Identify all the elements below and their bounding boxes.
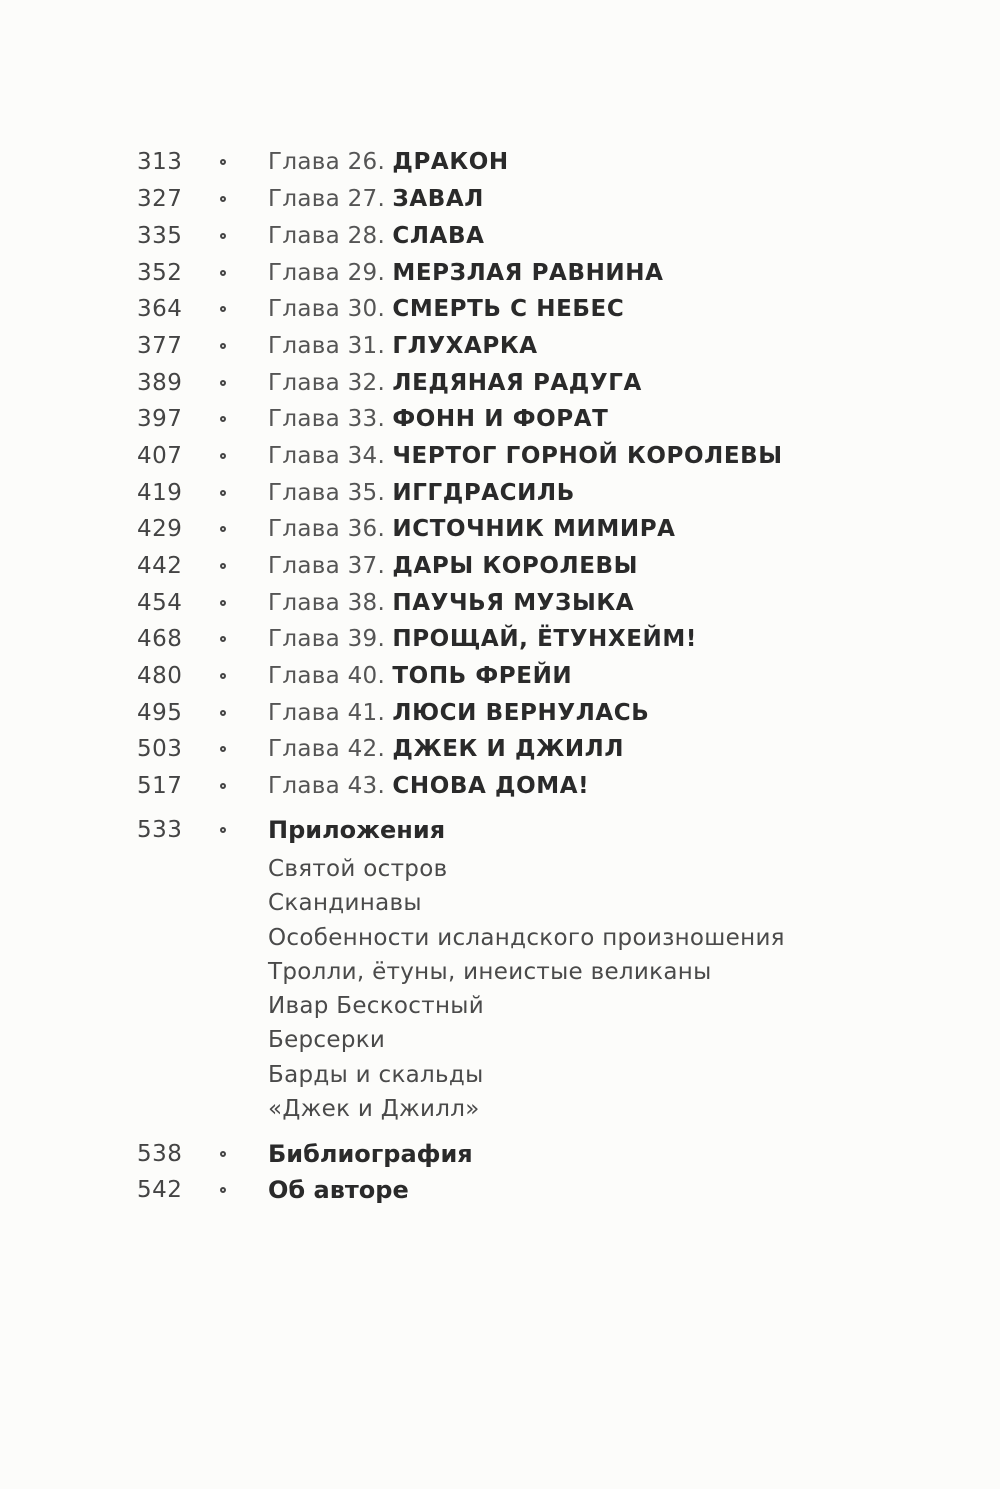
appendix-item[interactable]: Барды и скальды	[268, 1062, 484, 1088]
entry-text	[268, 365, 642, 401]
chapter-title: ИСТОЧНИК МИМИРА	[392, 516, 676, 542]
bullet-icon	[220, 343, 226, 349]
chapter-title: ЛЕДЯНАЯ РАДУГА	[392, 370, 642, 396]
entry-text	[268, 144, 509, 180]
chapter-title: СМЕРТЬ С НЕБЕС	[392, 296, 625, 322]
toc-entry-about-author[interactable]	[0, 1172, 1000, 1208]
chapter-prefix: Глава 38.	[268, 590, 386, 616]
page-number: 352	[137, 260, 183, 286]
chapter-title: ДЖЕК И ДЖИЛЛ	[392, 736, 625, 762]
page-number: 442	[137, 553, 183, 579]
bullet-icon	[220, 526, 226, 532]
page-number: 364	[137, 296, 183, 322]
chapter-title: ДАРЫ КОРОЛЕВЫ	[392, 553, 639, 579]
chapter-prefix: Глава 36.	[268, 516, 386, 542]
bullet-icon	[220, 710, 226, 716]
toc-entry-chapter-36[interactable]	[0, 511, 1000, 547]
toc-entry-chapter-42[interactable]	[0, 731, 1000, 767]
bullet-icon	[220, 783, 226, 789]
page-number: 335	[137, 223, 183, 249]
page-number: 327	[137, 186, 183, 212]
appendix-item[interactable]: Ивар Бескостный	[268, 993, 484, 1019]
page-number: 538	[137, 1141, 183, 1167]
bullet-icon	[220, 490, 226, 496]
entry-text	[268, 218, 485, 254]
page-number: 517	[137, 773, 183, 799]
toc-entry-chapter-37[interactable]	[0, 548, 1000, 584]
chapter-title: ДРАКОН	[392, 149, 509, 175]
toc-entry-chapter-31[interactable]	[0, 328, 1000, 364]
chapter-prefix: Глава 42.	[268, 736, 386, 762]
entry-text	[268, 695, 649, 731]
entry-text	[268, 475, 575, 511]
page-number: 503	[137, 736, 183, 762]
chapter-prefix: Глава 33.	[268, 406, 386, 432]
chapter-title: ПАУЧЬЯ МУЗЫКА	[392, 590, 635, 616]
entry-text	[268, 438, 783, 474]
entry-text	[268, 291, 624, 327]
page-number: 429	[137, 516, 183, 542]
page-number: 313	[137, 149, 183, 175]
entry-text	[268, 511, 676, 547]
chapter-prefix: Глава 31.	[268, 333, 386, 359]
page-number: 389	[137, 370, 183, 396]
chapter-prefix: Глава 32.	[268, 370, 386, 396]
chapter-title: ИГГДРАСИЛЬ	[392, 480, 575, 506]
page-number: 397	[137, 406, 183, 432]
page-number: 419	[137, 480, 183, 506]
chapter-prefix: Глава 34.	[268, 443, 386, 469]
chapter-prefix: Глава 30.	[268, 296, 386, 322]
toc-entry-bibliography[interactable]	[0, 1136, 1000, 1172]
bullet-icon	[220, 1187, 226, 1193]
entry-text	[268, 401, 608, 437]
bullet-icon	[220, 380, 226, 386]
bullet-icon	[220, 233, 226, 239]
bullet-icon	[220, 636, 226, 642]
chapter-title: ЧЕРТОГ ГОРНОЙ КОРОЛЕВЫ	[392, 443, 783, 469]
bullet-icon	[220, 600, 226, 606]
chapter-prefix: Глава 39.	[268, 626, 386, 652]
page-number: 468	[137, 626, 183, 652]
bullet-icon	[220, 673, 226, 679]
toc-entry-chapter-30[interactable]	[0, 291, 1000, 327]
bullet-icon	[220, 196, 226, 202]
entry-text	[268, 585, 634, 621]
toc-entry-chapter-28[interactable]	[0, 218, 1000, 254]
chapter-title: МЕРЗЛАЯ РАВНИНА	[392, 260, 664, 286]
entry-text	[268, 731, 624, 767]
chapter-title: ГЛУХАРКА	[392, 333, 538, 359]
page-number: 480	[137, 663, 183, 689]
chapter-title: СЛАВА	[392, 223, 485, 249]
page-number: 533	[137, 817, 183, 843]
bullet-icon	[220, 563, 226, 569]
page-number: 377	[137, 333, 183, 359]
appendix-item[interactable]: «Джек и Джилл»	[268, 1096, 480, 1122]
entry-text	[268, 621, 697, 657]
page-number: 495	[137, 700, 183, 726]
appendix-item[interactable]: Особенности исландского произношения	[268, 925, 785, 951]
chapter-prefix: Глава 41.	[268, 700, 386, 726]
page-number: 454	[137, 590, 183, 616]
chapter-title: ФОНН И ФОРАТ	[392, 406, 609, 432]
appendices-title: Приложения	[268, 816, 446, 844]
chapter-title: ЛЮСИ ВЕРНУЛАСЬ	[392, 700, 650, 726]
bullet-icon	[220, 453, 226, 459]
chapter-prefix: Глава 37.	[268, 553, 386, 579]
bullet-icon	[220, 1151, 226, 1157]
chapter-title: ТОПЬ ФРЕЙИ	[392, 663, 573, 689]
entry-text	[268, 328, 538, 364]
toc-entry-chapter-27[interactable]	[0, 181, 1000, 217]
chapter-prefix: Глава 28.	[268, 223, 386, 249]
bullet-icon	[220, 159, 226, 165]
entry-text	[268, 548, 638, 584]
toc-entry-chapter-41[interactable]	[0, 695, 1000, 731]
entry-text	[268, 255, 664, 291]
appendix-item[interactable]: Скандинавы	[268, 890, 422, 916]
bullet-icon	[220, 306, 226, 312]
toc-entry-chapter-34[interactable]	[0, 438, 1000, 474]
chapter-title: ПРОЩАЙ, ЁТУНХЕЙМ!	[392, 626, 697, 652]
bullet-icon	[220, 270, 226, 276]
toc-entry-chapter-43[interactable]	[0, 768, 1000, 804]
chapter-prefix: Глава 40.	[268, 663, 386, 689]
toc-entry-chapter-35[interactable]	[0, 475, 1000, 511]
bibliography-title: Библиография	[268, 1140, 473, 1168]
toc-entry-chapter-38[interactable]	[0, 585, 1000, 621]
chapter-prefix: Глава 35.	[268, 480, 386, 506]
chapter-title: ЗАВАЛ	[392, 186, 484, 212]
toc-entry-chapter-32[interactable]	[0, 365, 1000, 401]
bullet-icon	[220, 746, 226, 752]
bullet-icon	[220, 416, 226, 422]
toc-entry-chapter-39[interactable]	[0, 621, 1000, 657]
chapter-prefix: Глава 43.	[268, 773, 386, 799]
toc-entry-chapter-40[interactable]	[0, 658, 1000, 694]
toc-entry-appendices[interactable]	[0, 812, 1000, 848]
appendix-item[interactable]: Святой остров	[268, 856, 448, 882]
chapter-title: СНОВА ДОМА!	[392, 773, 590, 799]
chapter-prefix: Глава 26.	[268, 149, 386, 175]
appendix-item[interactable]: Берсерки	[268, 1027, 386, 1053]
bullet-icon	[220, 827, 226, 833]
page-number: 407	[137, 443, 183, 469]
toc-entry-chapter-26[interactable]	[0, 144, 1000, 180]
entry-text	[268, 768, 589, 804]
chapter-prefix: Глава 27.	[268, 186, 386, 212]
entry-text	[268, 658, 572, 694]
entry-text	[268, 181, 484, 217]
toc-entry-chapter-33[interactable]	[0, 401, 1000, 437]
page-number: 542	[137, 1177, 183, 1203]
about-author-title: Об авторе	[268, 1176, 409, 1204]
chapter-prefix: Глава 29.	[268, 260, 386, 286]
toc-entry-chapter-29[interactable]	[0, 255, 1000, 291]
appendix-item[interactable]: Тролли, ётуны, инеистые великаны	[268, 959, 712, 985]
